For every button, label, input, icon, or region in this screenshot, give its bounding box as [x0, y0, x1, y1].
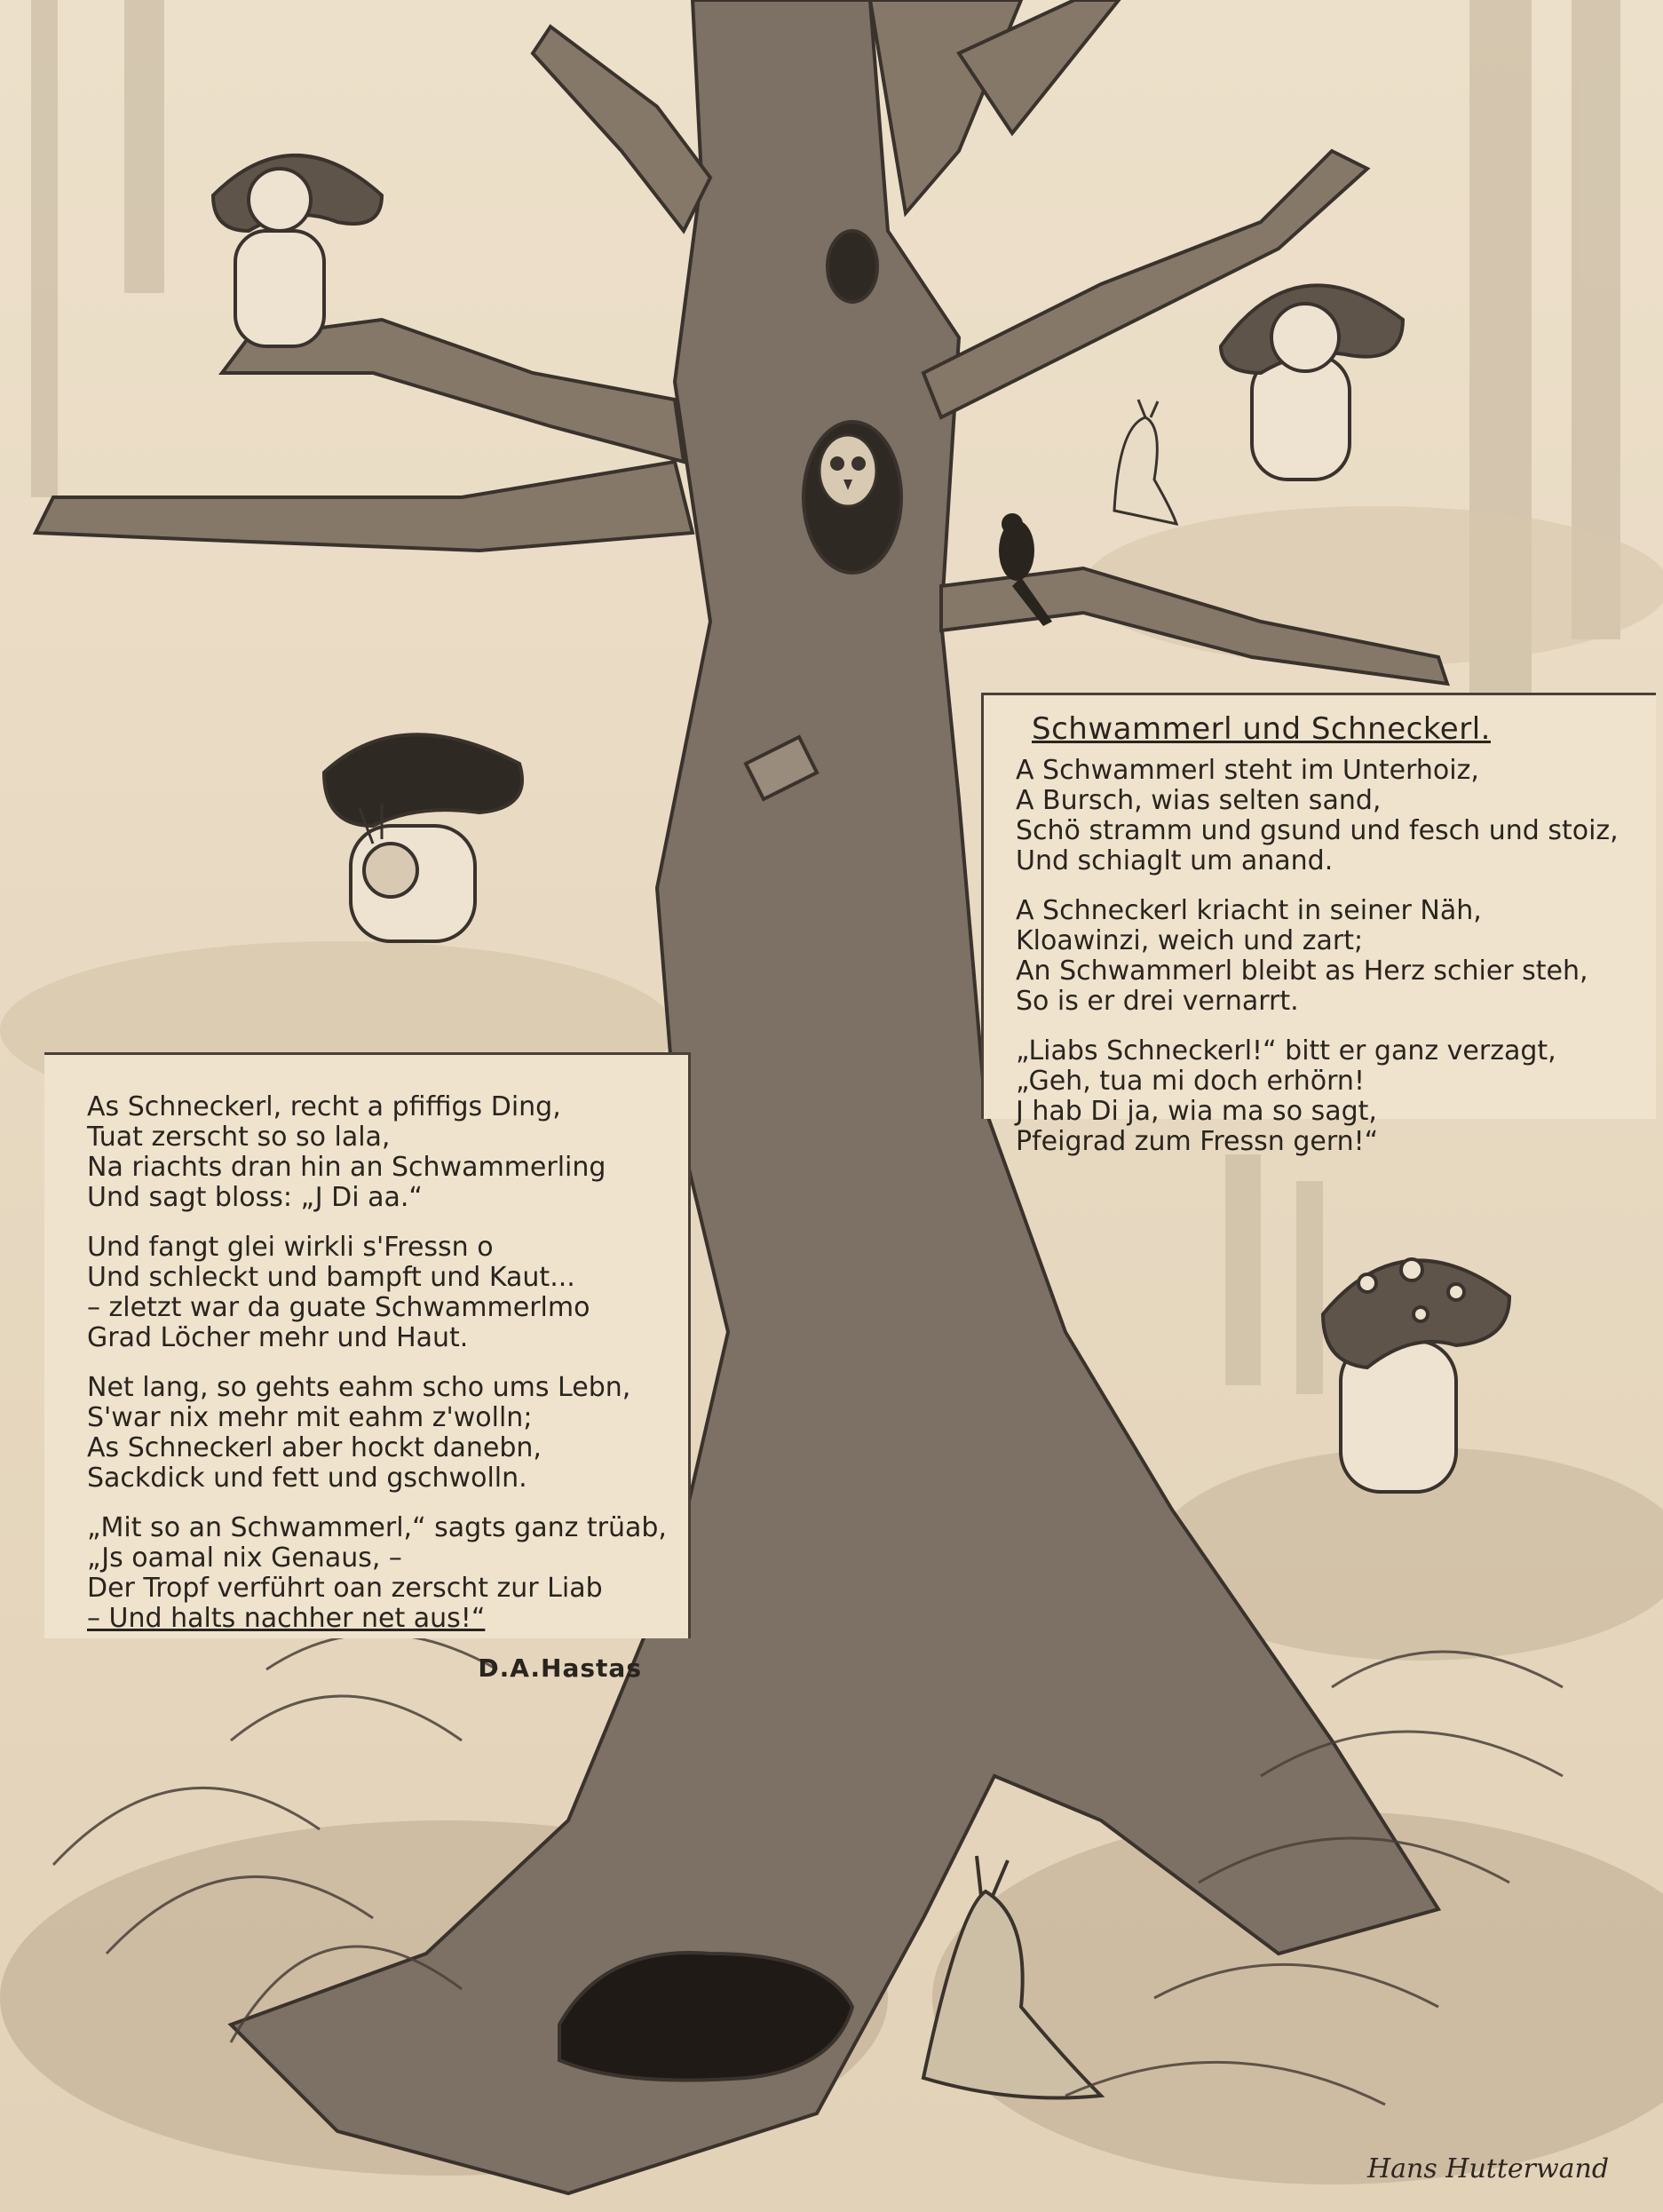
owl	[820, 435, 876, 506]
poem-line: Na riachts dran hin an Schwammerling	[87, 1152, 606, 1183]
poem-line: – Und halts nachher net aus!“	[87, 1603, 486, 1634]
poem-line: Kloawinzi, weich und zart;	[1016, 925, 1364, 956]
poem-panel-left	[44, 1052, 691, 1683]
poem-title: Schwammerl und Schneckerl.	[1032, 711, 1491, 747]
poem-line: Pfeigrad zum Fressn gern!“	[1016, 1126, 1379, 1157]
poem-line: J hab Di ja, wia ma so sagt,	[1016, 1096, 1377, 1127]
mushroom-with-snail	[324, 734, 522, 941]
stanza	[87, 1092, 688, 1213]
poem-line: An Schwammerl bleibt as Herz schier steh,	[1016, 955, 1588, 987]
stanza	[87, 1373, 688, 1494]
poem-line: A Bursch, wias selten sand,	[1016, 785, 1382, 816]
poem-line: „Geh, tua mi doch erhörn!	[1016, 1066, 1365, 1097]
poem-line: Und schleckt und bampft und Kaut...	[87, 1262, 575, 1293]
poem-line: Und sagt bloss: „J Di aa.“	[87, 1182, 423, 1213]
poem-line: Tuat zerscht so so lala,	[87, 1122, 391, 1153]
poem-line: Und fangt glei wirkli s'Fressn o	[87, 1232, 494, 1263]
poem-line: „Liabs Schneckerl!“ bitt er ganz verzagt,	[1016, 1035, 1556, 1066]
poem-line: Und schiaglt um anand.	[1016, 845, 1334, 876]
poem-line: „Js oamal nix Genaus, –	[87, 1542, 402, 1574]
poem-panel-right	[981, 693, 1656, 1157]
poem-line: Net lang, so gehts eahm scho ums Lebn,	[87, 1372, 631, 1403]
poem-line: Schö stramm und gsund und fesch und stoiz,	[1016, 815, 1619, 846]
poem-line: A Schneckerl kriacht in seiner Näh,	[1016, 895, 1482, 926]
poem-line: Der Tropf verführt oan zerscht zur Liab	[87, 1573, 603, 1604]
poem-line: – zletzt war da guate Schwammerlmo	[87, 1292, 590, 1323]
poem-line: Sackdick und fett und gschwolln.	[87, 1463, 527, 1494]
poem-line: As Schneckerl, recht a pfiffigs Ding,	[87, 1091, 561, 1122]
stanza	[1016, 1036, 1656, 1157]
poem-line: A Schwammerl steht im Unterhoiz,	[1016, 755, 1479, 786]
poem-line: „Mit so an Schwammerl,“ sagts ganz trüab,	[87, 1512, 667, 1543]
stanza	[1016, 896, 1656, 1017]
poem-line: So is er drei vernarrt.	[1016, 986, 1299, 1017]
stanza	[1016, 756, 1656, 876]
poem-line: S'war nix mehr mit eahm z'wolln;	[87, 1402, 533, 1433]
snail-upper-right	[1114, 400, 1176, 524]
poem-author: D.A.Hastas	[478, 1653, 642, 1683]
mushroom-right	[1221, 285, 1403, 480]
mushroom-top-left	[213, 155, 382, 346]
stanza	[87, 1513, 688, 1634]
artist-signature: Hans Hutterwand	[1367, 2153, 1610, 2184]
poem-line: Grad Löcher mehr und Haut.	[87, 1322, 469, 1353]
poem-line: As Schneckerl aber hockt danebn,	[87, 1432, 542, 1463]
stanza	[87, 1233, 688, 1353]
